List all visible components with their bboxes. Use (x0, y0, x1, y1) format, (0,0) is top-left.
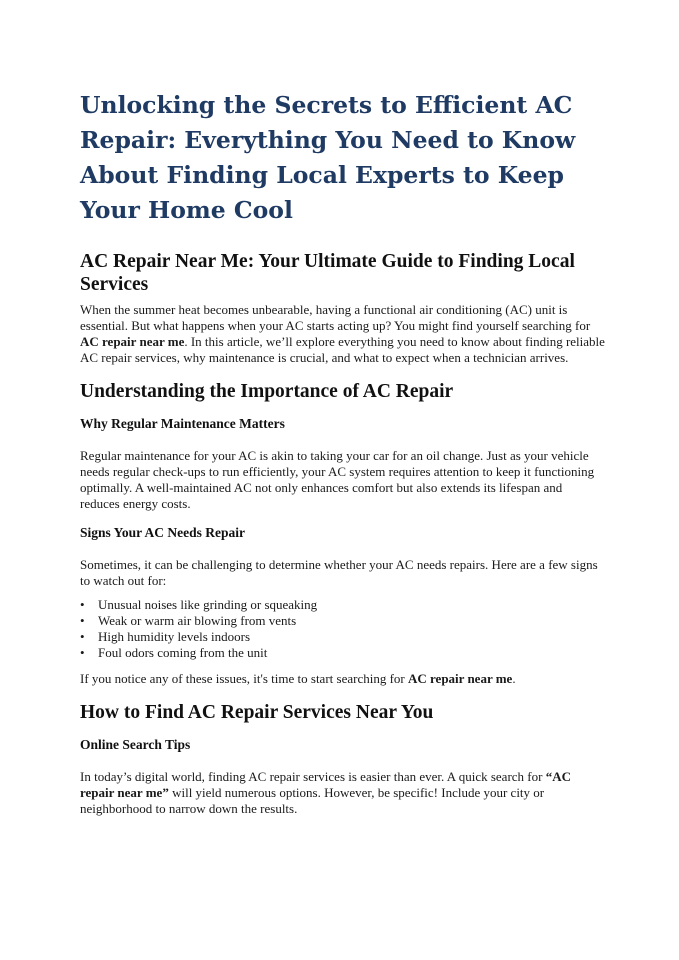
signs-intro-paragraph: Sometimes, it can be challenging to determine whether your AC needs repairs. Here are a few signs to watch out for: (80, 557, 598, 588)
bullet: • (80, 645, 85, 660)
search-tips-paragraph: In today’s digital world, finding AC repair services is easier than ever. A quick search for “AC repair near me” will yield numerous options. However, be specific! Include your city or neighborhood to narrow down the results. (80, 769, 571, 816)
intro-keyword: AC repair near me (80, 334, 185, 349)
section-heading-importance: Understanding the Importance of AC Repair (80, 381, 454, 402)
document-title: Unlocking the Secrets to Efficient AC Repair: Everything You Need to Know About Finding Local Experts to Keep Your Home Cool (80, 91, 576, 224)
maintenance-paragraph: Regular maintenance for your AC is akin to taking your car for an oil change. Just as your vehicle needs regular check-ups to run efficiently, your AC system requires attention to keep it functioning optimally. A well-maintained AC not only enhances comfort but also extends its lifespan and reduces energy costs. (80, 448, 595, 511)
search-keyword: “AC repair near me” (80, 769, 571, 800)
list-item: • Unusual noises like grinding or squeaking (80, 597, 318, 612)
list-item: • Weak or warm air blowing from vents (80, 613, 297, 628)
section-heading-guide: AC Repair Near Me: Your Ultimate Guide to Finding Local Services (80, 251, 575, 295)
subheading-maintenance: Why Regular Maintenance Matters (80, 416, 285, 431)
section-heading-find: How to Find AC Repair Services Near You (80, 702, 434, 723)
intro-text-start: When the summer heat becomes unbearable, having a functional air conditioning (AC) unit is essential. But what happens when your AC starts acting up? You might find yourself searching for (80, 302, 591, 333)
subheading-signs: Signs Your AC Needs Repair (80, 525, 246, 540)
intro-paragraph (80, 302, 605, 366)
issues-keyword: AC repair near me (407, 671, 513, 686)
subheading-search-tips: Online Search Tips (80, 737, 191, 752)
list-item: • Foul odors coming from the unit (80, 645, 268, 660)
bullet: • (80, 597, 85, 612)
issues-paragraph: If you notice any of these issues, it's time to start searching for AC repair near me. (80, 671, 516, 686)
document-content (80, 88, 605, 828)
signs-list (80, 597, 605, 661)
bullet: • (80, 613, 85, 628)
intro-text-end: . In this article, we’ll explore everything you need to know about finding reliable AC repair services, why maintenance is crucial, and what to expect when a technician arrives. (80, 334, 605, 365)
list-item: • High humidity levels indoors (80, 629, 251, 644)
bullet: • (80, 629, 85, 644)
